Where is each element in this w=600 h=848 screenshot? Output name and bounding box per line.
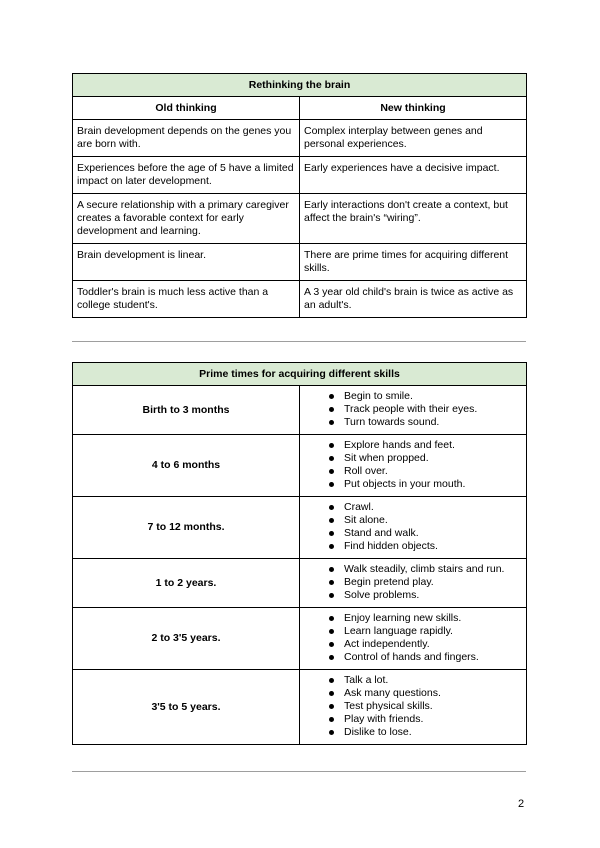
list-item: Enjoy learning new skills.	[344, 612, 522, 625]
list-item: Turn towards sound.	[344, 416, 522, 429]
list-item: Play with friends.	[344, 713, 522, 726]
list-item: Solve problems.	[344, 589, 522, 602]
age-cell: 4 to 6 months	[73, 435, 300, 497]
age-cell: 3'5 to 5 years.	[73, 670, 300, 745]
list-item: Test physical skills.	[344, 700, 522, 713]
table-row	[73, 194, 527, 244]
list-item: Dislike to lose.	[344, 726, 522, 739]
table-row	[73, 244, 527, 281]
skills-cell	[300, 559, 527, 608]
list-item: Act independently.	[344, 638, 522, 651]
new-thinking-cell: Early interactions don't create a context, but affect the brain's “wiring”.	[300, 194, 527, 244]
old-thinking-cell: Brain development depends on the genes you are born with.	[73, 120, 300, 157]
list-item: Sit alone.	[344, 514, 522, 527]
list-item: Put objects in your mouth.	[344, 478, 522, 491]
table-row	[73, 120, 527, 157]
list-item: Begin pretend play.	[344, 576, 522, 589]
age-cell: Birth to 3 months	[73, 386, 300, 435]
skills-list	[304, 390, 522, 429]
age-cell: 7 to 12 months.	[73, 497, 300, 559]
column-header-new: New thinking	[300, 97, 527, 120]
table-row	[73, 497, 527, 559]
list-item: Learn language rapidly.	[344, 625, 522, 638]
rethinking-brain-table	[72, 73, 527, 318]
divider-line	[72, 771, 526, 772]
skills-list	[304, 439, 522, 491]
table-row	[73, 670, 527, 745]
new-thinking-cell: There are prime times for acquiring different skills.	[300, 244, 527, 281]
prime-times-table	[72, 362, 527, 745]
skills-cell	[300, 386, 527, 435]
list-item: Walk steadily, climb stairs and run.	[344, 563, 522, 576]
skills-cell	[300, 670, 527, 745]
list-item: Ask many questions.	[344, 687, 522, 700]
new-thinking-cell: Complex interplay between genes and personal experiences.	[300, 120, 527, 157]
table-row	[73, 559, 527, 608]
list-item: Talk a lot.	[344, 674, 522, 687]
table-title: Prime times for acquiring different skills	[73, 363, 527, 386]
old-thinking-cell: Toddler's brain is much less active than a college student's.	[73, 281, 300, 318]
list-item: Begin to smile.	[344, 390, 522, 403]
new-thinking-cell: A 3 year old child's brain is twice as active as an adult's.	[300, 281, 527, 318]
skills-cell	[300, 497, 527, 559]
age-cell: 1 to 2 years.	[73, 559, 300, 608]
age-cell: 2 to 3'5 years.	[73, 608, 300, 670]
old-thinking-cell: A secure relationship with a primary caregiver creates a favorable context for early development and learning.	[73, 194, 300, 244]
list-item: Explore hands and feet.	[344, 439, 522, 452]
list-item: Find hidden objects.	[344, 540, 522, 553]
divider-line	[72, 341, 526, 342]
column-header-old: Old thinking	[73, 97, 300, 120]
list-item: Stand and walk.	[344, 527, 522, 540]
list-item: Roll over.	[344, 465, 522, 478]
skills-list	[304, 501, 522, 553]
list-item: Crawl.	[344, 501, 522, 514]
table-title: Rethinking the brain	[73, 74, 527, 97]
page-number: 2	[518, 798, 525, 810]
list-item: Sit when propped.	[344, 452, 522, 465]
skills-list	[304, 563, 522, 602]
new-thinking-cell: Early experiences have a decisive impact.	[300, 157, 527, 194]
table-row	[73, 157, 527, 194]
old-thinking-cell: Experiences before the age of 5 have a limited impact on later development.	[73, 157, 300, 194]
table-row	[73, 608, 527, 670]
old-thinking-cell: Brain development is linear.	[73, 244, 300, 281]
table-row	[73, 281, 527, 318]
skills-cell	[300, 435, 527, 497]
list-item: Track people with their eyes.	[344, 403, 522, 416]
list-item: Control of hands and fingers.	[344, 651, 522, 664]
table-row	[73, 386, 527, 435]
table-row	[73, 435, 527, 497]
skills-list	[304, 612, 522, 664]
skills-list	[304, 674, 522, 739]
skills-cell	[300, 608, 527, 670]
